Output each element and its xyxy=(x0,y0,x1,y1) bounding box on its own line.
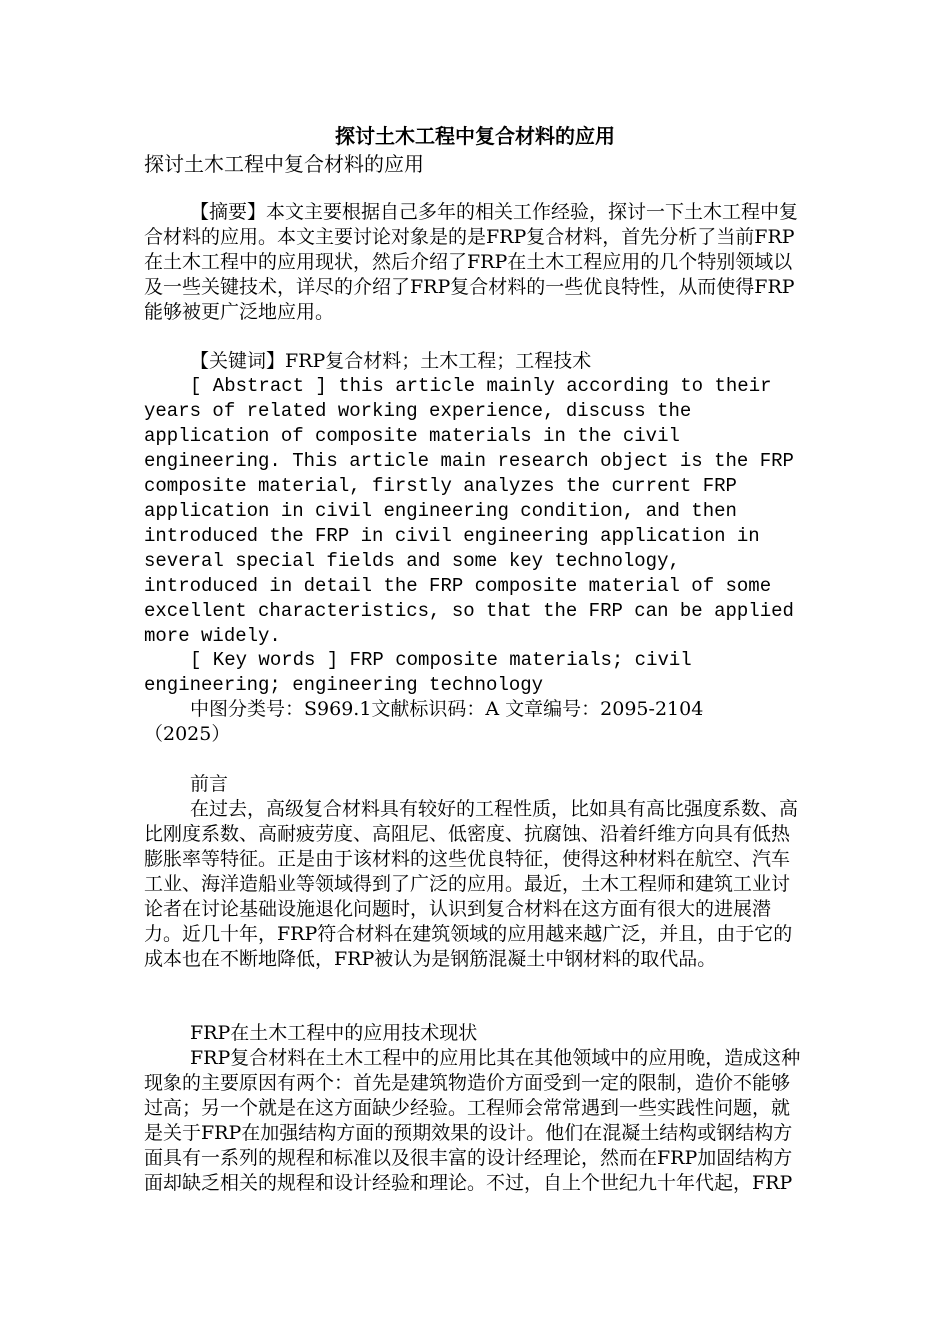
keywords-cn: 【关键词】FRP复合材料；土木工程；工程技术 xyxy=(190,350,592,372)
section2-heading: FRP在土木工程中的应用技术现状 xyxy=(190,1022,478,1044)
abstract-en: [ Abstract ] this article mainly according to their years of related working experience, discuss the application of composite materials in the civil engineering. This article main research object is the FRP composite material, firstly analyzes the current FRP application in civil engineering condition, and then introduced the FRP in civil engineering application in several special fields and some key technology, introduced in detail the FRP composite material of some excellent characteristics, so that the FRP can be applied more widely. xyxy=(144,375,794,647)
preface-heading: 前言 xyxy=(190,773,229,795)
document-subtitle: 探讨土木工程中复合材料的应用 xyxy=(144,152,424,176)
document-title: 探讨土木工程中复合材料的应用 xyxy=(335,124,615,148)
section2-paragraph: FRP复合材料在土木工程中的应用比其在其他领域中的应用晚，造成这种现象的主要原因有两个：首先是建筑物造价方面受到一定的限制，造价不能够过高；另一个就是在这方面缺少经验。工程师会常常遇到一些实践性问题，就是关于FRP在加强结构方面的预期效果的设计。他们在混凝土结构或钢结构方面具有一系列的规程和标准以及很丰富的设计经理论，然而在FRP加固结构方面却缺乏相关的规程和设计经验和理论。不过，自上个世纪九十年代起，FRP xyxy=(144,1047,801,1194)
classification-line: 中图分类号：S969.1文献标识码：A 文章编号：2095-2104（2025） xyxy=(144,698,704,745)
keywords-en: [ Key words ] FRP composite materials; civil engineering; engineering technology xyxy=(144,649,692,696)
preface-paragraph: 在过去，高级复合材料具有较好的工程性质，比如具有高比强度系数、高比刚度系数、高耐疲劳度、高阻尼、低密度、抗腐蚀、沿着纤维方向具有低热膨胀率等特征。正是由于该材料的这些优良特征，使得这种材料在航空、汽车工业、海洋造船业等领域得到了广泛的应用。最近，土木工程师和建筑工业讨论者在讨论基础设施退化问题时，认识到复合材料在这方面有很大的进展潜力。近几十年，FRP符合材料在建筑领域的应用越来越广泛，并且，由于它的成本也在不断地降低，FRP被认为是钢筋混凝土中钢材料的取代品。 xyxy=(144,798,799,970)
abstract-cn: 【摘要】本文主要根据自己多年的相关工作经验，探讨一下土木工程中复合材料的应用。本文主要讨论对象是的是FRP复合材料，首先分析了当前FRP 在土木工程中的应用现状，然后介绍了FRP在土木工程应用的几个特别领域以及一些关键技术，详尽的介绍了FRP复合材料的一些优良特性，从而使得FRP能够被更广泛地应用。 xyxy=(144,201,799,323)
